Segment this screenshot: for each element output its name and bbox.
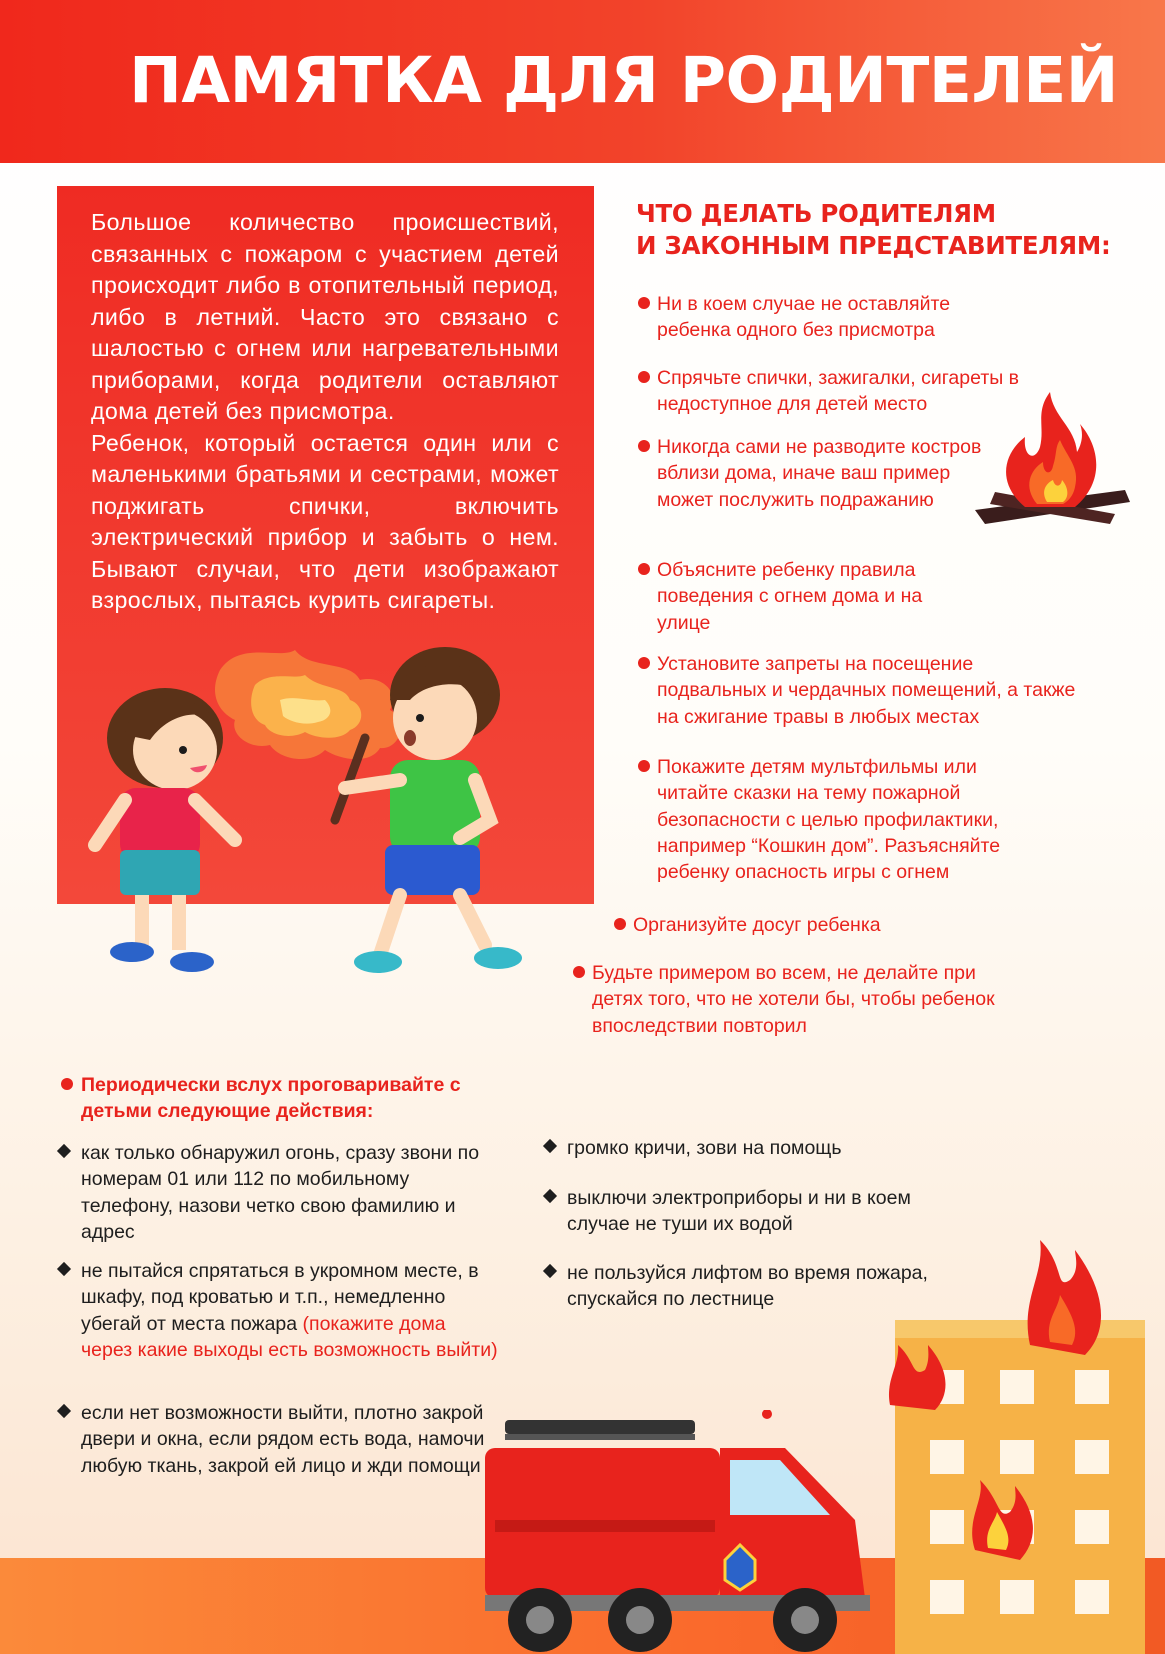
intro-text bbox=[91, 207, 559, 617]
bullet-dot-icon bbox=[638, 440, 650, 452]
burning-building-illustration bbox=[880, 1230, 1165, 1654]
bullet-dot-icon bbox=[638, 563, 650, 575]
action-left-3: если нет возможности выйти, плотно закрой двери и окна, если рядом есть вода, намочи любую ткань, закрой ей лицо и жди помощи bbox=[81, 1400, 511, 1479]
parents-item-1: Ни в коем случае не оставляйте ребенка одного без присмотра bbox=[657, 291, 997, 344]
fire-truck-illustration bbox=[485, 1410, 880, 1654]
diamond-bullet-icon bbox=[57, 1404, 71, 1418]
bullet-dot-icon bbox=[573, 966, 585, 978]
bullet-dot-icon bbox=[638, 657, 650, 669]
kids-with-fire-illustration bbox=[80, 640, 560, 1040]
actions-heading: Периодически вслух проговаривайте с детьми следующие действия: bbox=[81, 1072, 501, 1124]
diamond-bullet-icon bbox=[543, 1264, 557, 1278]
action-left-1: как только обнаружил огонь, сразу звони по номерам 01 или 112 по мобильному телефону, назови четко свою фамилию и адрес bbox=[81, 1140, 501, 1245]
bullet-dot-icon bbox=[638, 760, 650, 772]
bullet-dot-icon bbox=[61, 1078, 73, 1090]
parents-item-7: Организуйте досуг ребенка bbox=[633, 912, 993, 938]
diamond-bullet-icon bbox=[57, 1144, 71, 1158]
parents-item-8: Будьте примером во всем, не делайте при детях того, что не хотели бы, чтобы ребенок впоследствии повторил bbox=[592, 960, 1022, 1039]
action-note: (покажите дома через какие выходы есть возможность выйти) bbox=[81, 1312, 498, 1361]
parents-title bbox=[636, 198, 1116, 262]
parents-title-line-1: ЧТО ДЕЛАТЬ РОДИТЕЛЯМ bbox=[636, 199, 996, 228]
bullet-dot-icon bbox=[614, 918, 626, 930]
header-banner bbox=[0, 0, 1165, 163]
parents-item-5: Установите запреты на посещение подвальных и чердачных помещений, а также на сжигание травы в любых местах bbox=[657, 651, 1087, 730]
bullet-dot-icon bbox=[638, 297, 650, 309]
parents-item-3: Никогда сами не разводите костров вблизи дома, иначе ваш пример может послужить подражанию bbox=[657, 434, 992, 513]
page-title: ПАМЯТКА ДЛЯ РОДИТЕЛЕЙ bbox=[129, 44, 1118, 117]
action-right-3: не пользуйся лифтом во время пожара, спускайся по лестнице bbox=[567, 1260, 967, 1313]
parents-item-2: Спрячьте спички, зажигалки, сигареты в недоступное для детей место bbox=[657, 365, 1047, 418]
action-left-2: не пытайся спрятаться в укромном месте, в шкафу, под кроватью и т.п., немедленно убегай от места пожара (покажите дома через какие выходы есть возможность выйти) bbox=[81, 1258, 501, 1363]
action-right-2: выключи электроприборы и ни в коем случае не туши их водой bbox=[567, 1185, 957, 1238]
parents-item-4: Объясните ребенку правила поведения с огнем дома и на улице bbox=[657, 557, 967, 636]
campfire-illustration bbox=[965, 392, 1135, 532]
bullet-dot-icon bbox=[638, 371, 650, 383]
action-right-1: громко кричи, зови на помощь bbox=[567, 1135, 967, 1161]
parents-title-line-2: И ЗАКОННЫМ ПРЕДСТАВИТЕЛЯМ: bbox=[636, 231, 1111, 260]
diamond-bullet-icon bbox=[543, 1189, 557, 1203]
intro-paragraph-1: Большое количество происшествий, связанных с пожаром с участием детей происходит либо в отопительный период, либо в летний. Часто это связано с шалостью с огнем или нагревательными приборами, когда родители оставляют дома детей без присмотра. bbox=[91, 209, 559, 424]
parents-item-6: Покажите детям мультфильмы или читайте сказки на тему пожарной безопасности с целью профилактики, например “Кошкин дом”. Разъясняйте ребенку опасность игры с огнем bbox=[657, 754, 1047, 885]
diamond-bullet-icon bbox=[57, 1262, 71, 1276]
diamond-bullet-icon bbox=[543, 1139, 557, 1153]
intro-paragraph-2: Ребенок, который остается один или с маленькими братьями и сестрами, может поджигать спички, включить электрический прибор и забыть о нем. Бывают случаи, что дети изображают взрослых, пытаясь курить сигареты. bbox=[91, 429, 559, 613]
